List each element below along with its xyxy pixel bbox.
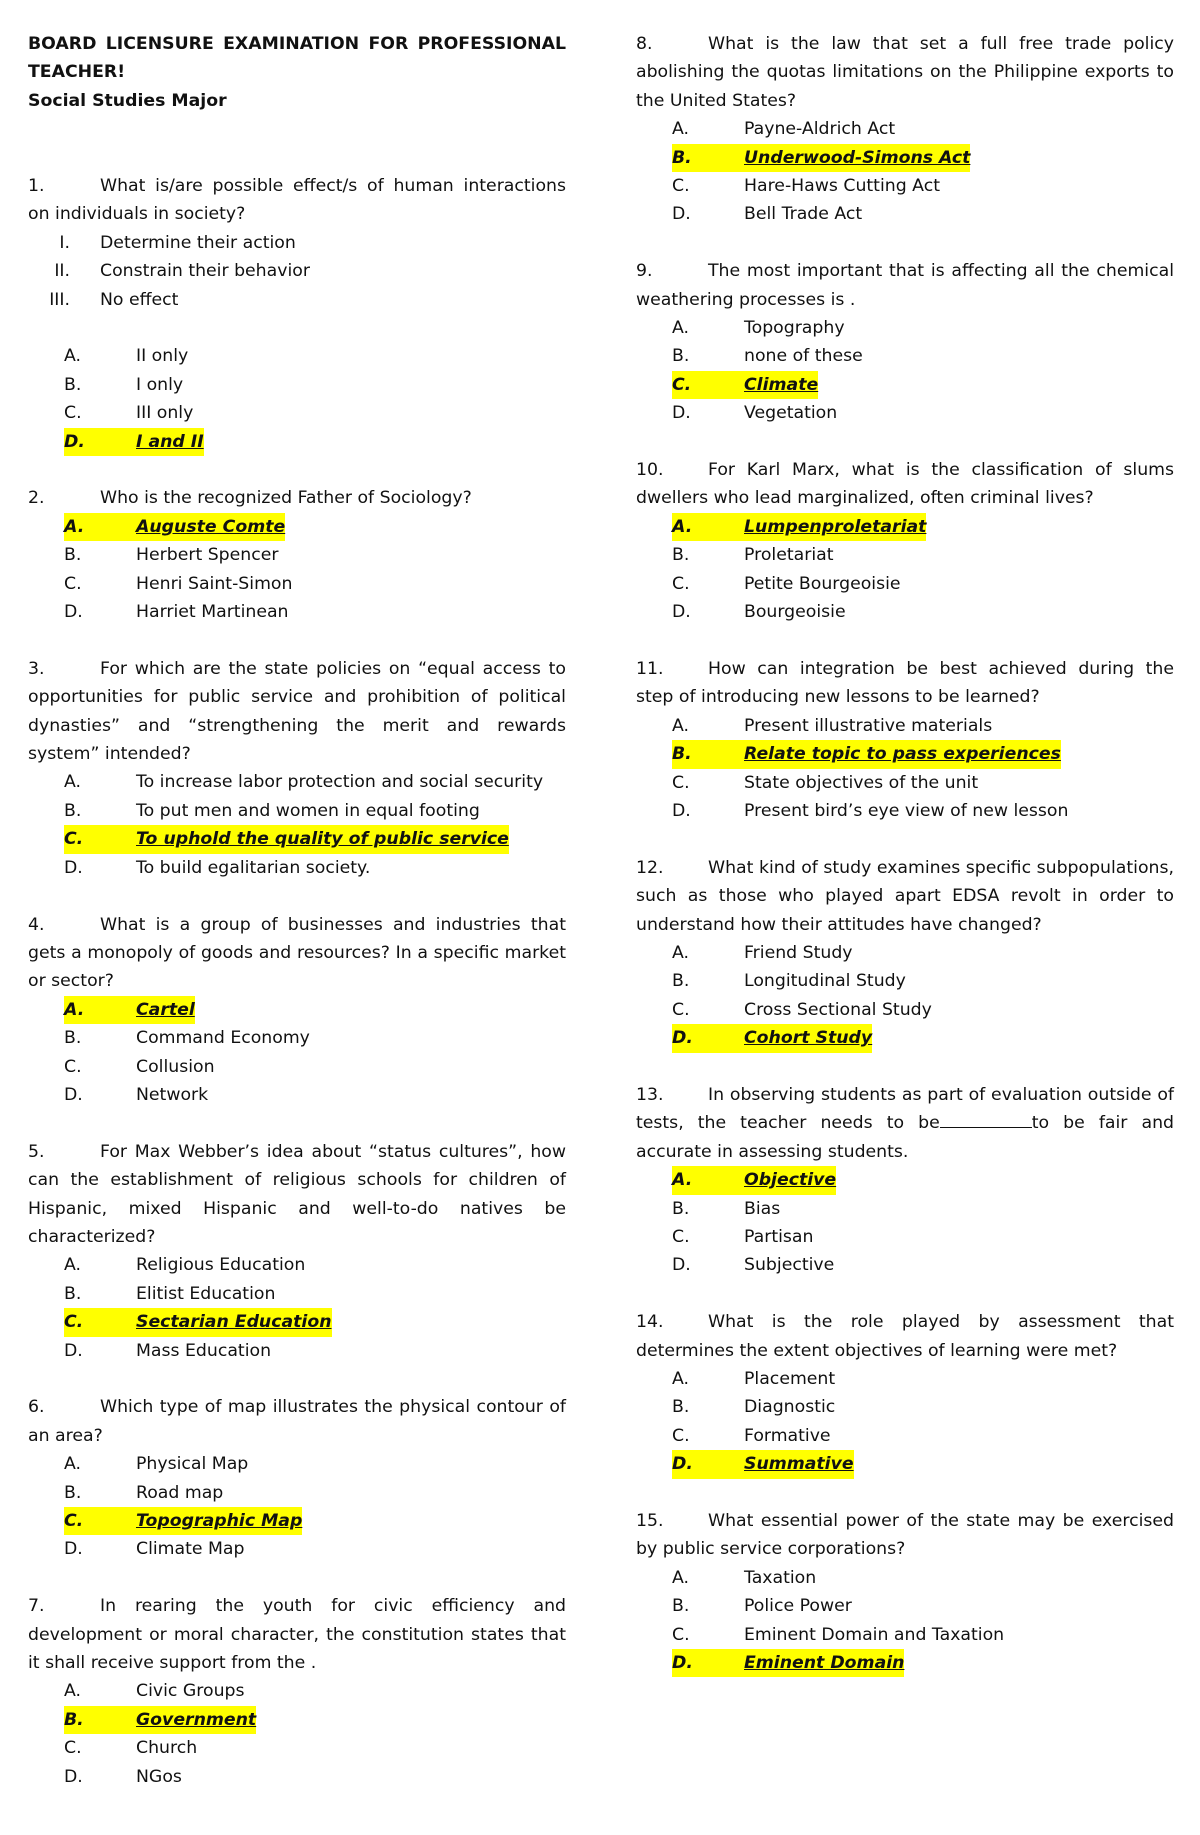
question-text: What is the role played by assessment that determines the extent objectives of learning were met?: [636, 1312, 1174, 1361]
choice-letter: B.: [64, 1283, 82, 1304]
choice: [636, 342, 1174, 370]
choice-text: Present bird’s eye view of new lesson: [744, 800, 1069, 821]
choice: [636, 1564, 1174, 1592]
choice: [636, 1195, 1174, 1223]
question-stem: [28, 655, 566, 769]
roman-statement-text: Constrain their behavior: [100, 261, 310, 282]
choice-correct: [636, 144, 1174, 172]
question-stem: [28, 172, 566, 229]
choice: [636, 769, 1174, 797]
question-1: [28, 172, 566, 456]
question-stem: [636, 655, 1174, 712]
question-number: 8.: [636, 34, 653, 54]
choice-letter: B.: [64, 1706, 100, 1734]
question-11: [636, 655, 1174, 825]
choice-text: Collusion: [136, 1056, 215, 1077]
choice-correct: [636, 1649, 1174, 1677]
choice-letter: B.: [672, 1397, 690, 1418]
choice-letter: C.: [672, 176, 690, 197]
question-number: 5.: [28, 1141, 45, 1162]
choice: [28, 1337, 566, 1365]
choice-text: Placement: [744, 1369, 836, 1389]
choice-letter: C.: [672, 772, 690, 793]
exam-header: [28, 30, 566, 115]
choice: [28, 1763, 566, 1791]
choice-text: II only: [136, 346, 189, 367]
choice-text: Vegetation: [744, 403, 838, 424]
choice-text: Underwood-Simons Act: [744, 144, 970, 172]
choice-text: Hare-Haws Cutting Act: [744, 176, 940, 197]
choice: [636, 1223, 1174, 1251]
choice: [636, 1365, 1174, 1393]
roman-statement: [28, 286, 566, 314]
choice-text: Topography: [744, 318, 845, 339]
choice-letter: D.: [672, 800, 691, 821]
question-number: 11.: [636, 658, 664, 679]
choice-text: Taxation: [744, 1567, 817, 1588]
question-text: Who is the recognized Father of Sociology?: [100, 488, 472, 509]
choice-text: Cartel: [136, 996, 195, 1024]
question-stem: [636, 1507, 1174, 1564]
choice-letter: A.: [64, 772, 82, 793]
choice-letter: C.: [64, 1308, 100, 1336]
choice-letter: D.: [64, 1766, 83, 1787]
choice-text: Summative: [744, 1450, 854, 1478]
question-text: What is/are possible effect/s of human interactions on individuals in society?: [28, 176, 566, 225]
question-text: How can integration be best achieved during the step of introducing new lessons to be learned?: [636, 658, 1174, 708]
choice-text: Auguste Comte: [136, 513, 285, 541]
choice-text: Present illustrative materials: [744, 715, 993, 736]
choice-letter: B.: [672, 545, 690, 566]
choice-text: Mass Education: [136, 1340, 272, 1361]
choice: [28, 1677, 566, 1705]
question-text: For Karl Marx, what is the classification of slums dwellers who lead marginalized, often criminal lives?: [636, 460, 1174, 509]
choice-text: I only: [136, 374, 184, 395]
choice-text: Longitudinal Study: [744, 971, 906, 992]
roman-numeral: III.: [49, 289, 70, 310]
roman-numeral: I.: [59, 232, 70, 253]
choice-text: Elitist Education: [136, 1283, 276, 1304]
choice: [28, 399, 566, 427]
choice-letter: B.: [64, 800, 82, 821]
question-text: For Max Webber’s idea about “status cultures”, how can the establishment of religious schools for children of Hispanic, mixed Hispanic and well-to-do natives be characterized?: [28, 1141, 566, 1247]
choice: [636, 541, 1174, 569]
choice: [636, 570, 1174, 598]
choice-letter: A.: [672, 513, 708, 541]
choice-letter: D.: [672, 204, 691, 225]
choice-letter: C.: [672, 999, 690, 1020]
question-text: What is a group of businesses and industries that gets a monopoly of goods and resources? In a specific market or sector?: [28, 914, 566, 992]
choice-letter: A.: [64, 1454, 82, 1475]
choice: [28, 342, 566, 370]
choice-letter: B.: [64, 1028, 82, 1049]
question-number: 1.: [28, 176, 45, 196]
choice: [636, 1251, 1174, 1279]
choice-letter: B.: [672, 144, 708, 172]
question-text: What essential power of the state may be exercised by public service corporations?: [636, 1511, 1174, 1560]
question-14: [636, 1308, 1174, 1478]
choice-text: Command Economy: [136, 1028, 310, 1049]
choice-text: NGos: [136, 1766, 182, 1787]
roman-numeral: II.: [54, 261, 70, 282]
choice-letter: D.: [64, 1539, 83, 1560]
choice-letter: D.: [672, 602, 691, 623]
choice-text: Objective: [744, 1166, 836, 1194]
choice-letter: A.: [672, 318, 690, 339]
choice: [28, 1479, 566, 1507]
choice-text: Payne-Aldrich Act: [744, 119, 896, 140]
question-number: 9.: [636, 261, 653, 282]
choice-correct: [28, 1706, 566, 1734]
question-stem: [636, 30, 1174, 115]
question-stem: [636, 456, 1174, 513]
roman-statements: [28, 229, 566, 314]
right-column: [636, 30, 1174, 1706]
choice-text: Proletariat: [744, 545, 834, 566]
exam-subtitle: Social Studies Major: [28, 90, 227, 111]
question-10: [636, 456, 1174, 626]
question-7: [28, 1592, 566, 1791]
choice: [28, 1280, 566, 1308]
exam-title: BOARD LICENSURE EXAMINATION FOR PROFESSIONAL TEACHER!: [28, 34, 566, 83]
choice-letter: A.: [64, 513, 100, 541]
choice-letter: B.: [64, 545, 82, 566]
choice-text: III only: [136, 403, 194, 424]
choice: [636, 399, 1174, 427]
question-stem: [636, 257, 1174, 314]
choice-text: Lumpenproletariat: [744, 513, 926, 541]
question-12: [636, 854, 1174, 1053]
choice-letter: D.: [64, 1084, 83, 1105]
choice-text: I and II: [136, 428, 204, 456]
choice-text: Henri Saint-Simon: [136, 573, 293, 594]
choice-text: Climate Map: [136, 1539, 245, 1560]
choice-letter: C.: [64, 825, 100, 853]
choice-text: Church: [136, 1738, 198, 1759]
choice: [636, 939, 1174, 967]
question-5: [28, 1138, 566, 1365]
choice: [636, 598, 1174, 626]
choice: [28, 1535, 566, 1563]
choice-text: Police Power: [744, 1596, 852, 1617]
question-number: 7.: [28, 1596, 45, 1617]
choice-letter: D.: [64, 857, 83, 878]
choice-text: Network: [136, 1084, 209, 1105]
question-number: 3.: [28, 658, 45, 679]
choice: [636, 200, 1174, 228]
choice-text: Religious Education: [136, 1255, 306, 1276]
choice-letter: B.: [672, 1596, 690, 1617]
roman-statement: [28, 257, 566, 285]
question-stem: [636, 1081, 1174, 1166]
question-text-before-blank: In observing students as part of evaluation outside of tests, the teacher needs to be: [636, 1084, 1174, 1134]
choice-letter: C.: [672, 1425, 690, 1446]
question-text: In rearing the youth for civic efficiency and development or moral character, the constitution states that it shall receive support from the .: [28, 1596, 566, 1674]
question-stem: [636, 1308, 1174, 1365]
choice-text: Sectarian Education: [136, 1308, 332, 1336]
choice-correct: [28, 513, 566, 541]
question-number: 15.: [636, 1511, 664, 1532]
choice-text: Climate: [744, 371, 818, 399]
choice-letter: C.: [64, 573, 82, 594]
choice-text: Diagnostic: [744, 1397, 836, 1418]
choice-correct: [636, 513, 1174, 541]
choice-letter: A.: [672, 942, 690, 963]
question-number: 10.: [636, 460, 664, 481]
choice-correct: [28, 996, 566, 1024]
choice-correct: [636, 1166, 1174, 1194]
question-stem: [28, 911, 566, 996]
choice-correct: [28, 428, 566, 456]
choice-letter: B.: [672, 971, 690, 992]
question-text: For which are the state policies on “equal access to opportunities for public service and prohibition of political dynasties” and “strengthening the merit and rewards system” intended?: [28, 658, 566, 765]
choice: [636, 712, 1174, 740]
choice: [636, 172, 1174, 200]
choice: [28, 768, 566, 796]
choice-text: none of these: [744, 346, 863, 367]
choice-letter: D.: [672, 1024, 708, 1052]
choice-text: Bias: [744, 1198, 781, 1219]
choice-letter: A.: [672, 1369, 690, 1389]
choice: [28, 797, 566, 825]
choice-correct: [28, 825, 566, 853]
choice: [636, 314, 1174, 342]
choice-letter: C.: [672, 573, 690, 594]
choice-text: Cross Sectional Study: [744, 999, 932, 1020]
question-2: [28, 484, 566, 626]
choice: [28, 1251, 566, 1279]
choice-letter: A.: [64, 1681, 82, 1702]
choice-text: State objectives of the unit: [744, 772, 979, 793]
right-question-list: [636, 30, 1174, 1677]
choice-text: Topographic Map: [136, 1507, 302, 1535]
choice: [28, 1450, 566, 1478]
choice-text: Formative: [744, 1425, 831, 1446]
choice-letter: D.: [672, 1450, 708, 1478]
choice-correct: [636, 740, 1174, 768]
choice-correct: [636, 1450, 1174, 1478]
choice-correct: [28, 1308, 566, 1336]
choice-text: To increase labor protection and social security: [136, 772, 544, 793]
choice-letter: C.: [672, 371, 708, 399]
question-6: [28, 1393, 566, 1563]
question-9: [636, 257, 1174, 427]
choice: [636, 967, 1174, 995]
choice-letter: C.: [64, 1738, 82, 1759]
choice-text: To put men and women in equal footing: [136, 800, 480, 821]
choice: [636, 996, 1174, 1024]
choice-text: Subjective: [744, 1255, 835, 1276]
question-number: 6.: [28, 1397, 45, 1418]
choice-text: Government: [136, 1706, 256, 1734]
question-text: What is the law that set a full free trade policy abolishing the quotas limitations on the Philippine exports to the United States?: [636, 34, 1174, 111]
choice-letter: C.: [64, 1507, 100, 1535]
question-stem: [28, 484, 566, 512]
choice-text: Friend Study: [744, 942, 853, 963]
choice-letter: B.: [672, 346, 690, 367]
choice: [28, 1081, 566, 1109]
choice-text: Civic Groups: [136, 1681, 245, 1702]
choice-letter: B.: [672, 1198, 690, 1219]
choice-letter: A.: [64, 346, 82, 367]
choice-letter: C.: [672, 1226, 690, 1247]
choice-letter: B.: [64, 1482, 82, 1503]
choice-letter: A.: [672, 1166, 708, 1194]
choice: [28, 570, 566, 598]
question-4: [28, 911, 566, 1110]
question-15: [636, 1507, 1174, 1677]
choice: [636, 1621, 1174, 1649]
choice-letter: C.: [64, 403, 82, 424]
choice: [28, 1734, 566, 1762]
choice: [636, 115, 1174, 143]
choice-letter: B.: [64, 374, 82, 395]
choice-text: Eminent Domain and Taxation: [744, 1624, 1005, 1645]
choice-letter: B.: [672, 740, 708, 768]
choice-text: To uphold the quality of public service: [136, 825, 509, 853]
choice-letter: D.: [64, 1340, 83, 1361]
choice-letter: A.: [64, 1255, 82, 1276]
choice: [636, 1592, 1174, 1620]
question-text: The most important that is affecting all the chemical weathering processes is .: [636, 261, 1174, 310]
choice: [636, 797, 1174, 825]
question-3: [28, 655, 566, 882]
choice-text: Partisan: [744, 1226, 814, 1247]
choice-correct: [28, 1507, 566, 1535]
choice-letter: D.: [64, 602, 83, 623]
question-stem: [28, 1138, 566, 1252]
answer-blank: [940, 1109, 1032, 1128]
choice: [28, 1024, 566, 1052]
choice-text: Cohort Study: [744, 1024, 872, 1052]
roman-statement-text: Determine their action: [100, 232, 296, 253]
choice: [636, 1422, 1174, 1450]
question-stem: [28, 1393, 566, 1450]
choice: [28, 541, 566, 569]
question-text-after-blank: to be fair and accurate in assessing students.: [636, 1113, 1174, 1162]
left-column: [28, 30, 566, 1819]
choice-text: Physical Map: [136, 1454, 249, 1475]
choice-correct: [636, 371, 1174, 399]
choice: [28, 598, 566, 626]
choice-letter: C.: [64, 1056, 82, 1077]
question-number: 13.: [636, 1084, 664, 1105]
question-number: 2.: [28, 488, 45, 509]
question-stem: [28, 1592, 566, 1677]
roman-statement-text: No effect: [100, 289, 179, 310]
choice-letter: D.: [672, 1255, 691, 1276]
choice-letter: C.: [672, 1624, 690, 1645]
choice-text: Bell Trade Act: [744, 204, 863, 225]
choice-letter: A.: [672, 119, 690, 140]
left-question-list: [28, 172, 566, 1791]
choice-letter: D.: [672, 403, 691, 424]
question-number: 14.: [636, 1312, 664, 1333]
choice: [28, 1053, 566, 1081]
question-8: [636, 30, 1174, 229]
choice: [28, 371, 566, 399]
choice-text: Relate topic to pass experiences: [744, 740, 1061, 768]
choice-text: Petite Bourgeoisie: [744, 573, 901, 594]
choice-text: Eminent Domain: [744, 1649, 904, 1677]
roman-statement: [28, 229, 566, 257]
choice-text: Harriet Martinean: [136, 602, 289, 623]
choice-text: Bourgeoisie: [744, 602, 846, 623]
question-number: 12.: [636, 857, 664, 878]
choice: [28, 854, 566, 882]
question-text: What kind of study examines specific subpopulations, such as those who played apart EDSA revolt in order to understand how their attitudes have changed?: [636, 857, 1174, 935]
question-text: Which type of map illustrates the physical contour of an area?: [28, 1397, 566, 1446]
choice: [636, 1393, 1174, 1421]
choice-letter: A.: [672, 715, 690, 736]
choice-text: Road map: [136, 1482, 224, 1503]
choice-text: Herbert Spencer: [136, 545, 279, 566]
choice-correct: [636, 1024, 1174, 1052]
choice-letter: A.: [672, 1567, 690, 1588]
choice-letter: D.: [64, 428, 100, 456]
choice-letter: D.: [672, 1649, 708, 1677]
question-number: 4.: [28, 914, 45, 935]
choice-text: To build egalitarian society.: [136, 857, 371, 878]
question-13: [636, 1081, 1174, 1280]
question-stem: [636, 854, 1174, 939]
choice-letter: A.: [64, 996, 100, 1024]
